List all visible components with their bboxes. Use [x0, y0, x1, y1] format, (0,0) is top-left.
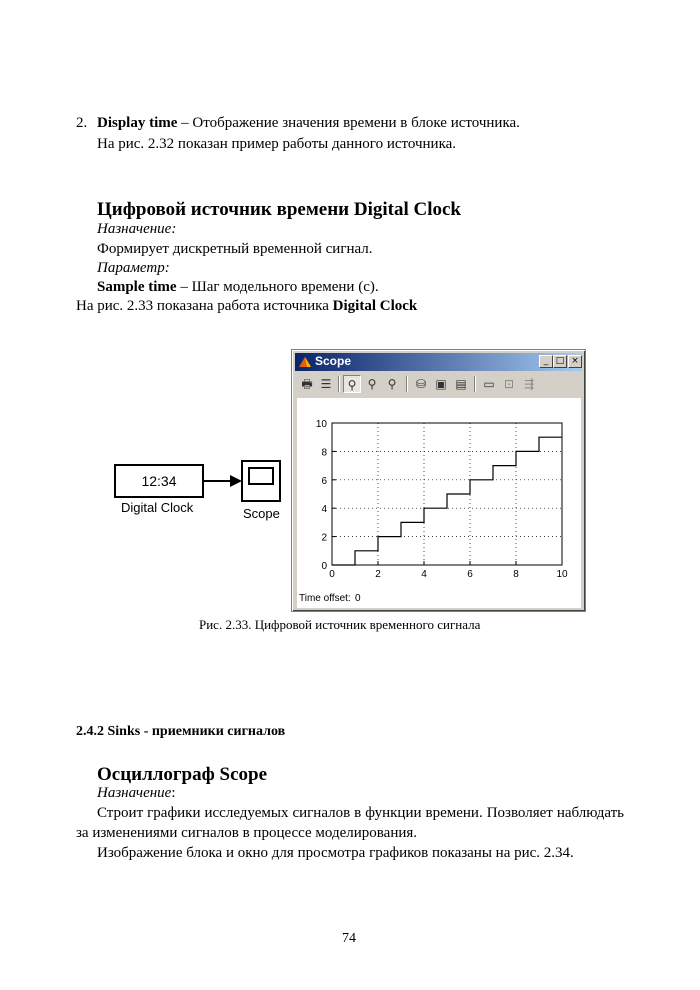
- restore-axes-icon[interactable]: ▤: [455, 377, 467, 391]
- scope-chart: [297, 398, 581, 608]
- y-tick-label: 6: [321, 475, 327, 487]
- dash: –: [177, 115, 193, 131]
- term-display-time: Display time: [97, 115, 178, 131]
- list-item-display-time: [76, 113, 520, 133]
- scope-plot-area: [297, 398, 581, 608]
- figure-reference: [76, 296, 417, 316]
- digital-clock-block: [114, 464, 204, 498]
- y-tick-label: 2: [321, 532, 327, 544]
- scope-label: Scope: [243, 506, 280, 521]
- signal-selection-icon[interactable]: ⇶: [523, 377, 535, 391]
- scope-screen-icon: [248, 467, 274, 485]
- signal-arrow: [204, 472, 244, 490]
- time-offset-label: Time offset:: [299, 593, 351, 604]
- x-tick-label: 0: [329, 569, 335, 580]
- purpose-label: Назначение:: [97, 221, 177, 237]
- print-icon[interactable]: 🖶: [301, 377, 313, 391]
- x-tick-label: 8: [513, 569, 519, 580]
- x-tick-label: 2: [375, 569, 381, 580]
- y-tick-label: 10: [315, 419, 327, 430]
- window-title: Scope: [315, 354, 352, 368]
- lock-axes-icon[interactable]: ⊡: [503, 377, 515, 391]
- y-tick-label: 8: [321, 447, 327, 459]
- scope-block: [241, 460, 281, 502]
- parameters-icon[interactable]: ☰: [320, 377, 332, 391]
- close-button[interactable]: ×: [568, 355, 582, 368]
- scope-purpose-line: [97, 783, 176, 803]
- zoom-icon[interactable]: ⚲: [343, 375, 361, 393]
- floating-scope-icon[interactable]: ▭: [483, 377, 495, 391]
- parameter-label: Параметр:: [97, 260, 170, 276]
- purpose-text: Формирует дискретный временной сигнал.: [97, 241, 373, 257]
- time-offset-value: 0: [355, 593, 361, 604]
- term-description: Отображение значения времени в блоке источника.: [192, 115, 520, 131]
- minimize-button[interactable]: _: [539, 355, 553, 368]
- parameter-line: [97, 277, 379, 297]
- scope-window: [291, 349, 586, 612]
- item-line2: На рис. 2.32 показан пример работы данного источника.: [97, 136, 457, 152]
- page-number: 74: [342, 931, 356, 946]
- matlab-icon: [298, 355, 312, 369]
- scope-purpose-label: Назначение: [97, 785, 172, 801]
- zoom-y-icon[interactable]: ⚲: [387, 377, 397, 391]
- scope-figure-reference: Изображение блока и окно для просмотра графиков показаны на рис. 2.34.: [97, 845, 574, 861]
- section-heading-scope: Осциллограф Scope: [97, 764, 268, 785]
- parameter-name: Sample time: [97, 279, 177, 295]
- x-tick-label: 6: [467, 569, 473, 580]
- subsection-heading-sinks: 2.4.2 Sinks - приемники сигналов: [76, 724, 286, 739]
- zoom-x-icon[interactable]: ⚲: [367, 377, 377, 391]
- y-tick-label: 4: [321, 504, 327, 516]
- y-tick-label: 0: [321, 561, 327, 572]
- toolbar-separator: [474, 376, 476, 392]
- series-line: [332, 437, 562, 565]
- toolbar-separator: [406, 376, 408, 392]
- section-heading-digital-clock: Цифровой источник времени Digital Clock: [97, 199, 461, 220]
- x-tick-label: 4: [421, 569, 427, 580]
- digital-clock-label: Digital Clock: [121, 500, 194, 515]
- scope-titlebar[interactable]: [295, 353, 582, 371]
- list-number: 2.: [76, 115, 88, 131]
- clock-display: 12:34: [141, 473, 177, 489]
- x-tick-label: 10: [556, 569, 568, 580]
- scope-description: Строит графики исследуемых сигналов в функции времени. Позволяет наблюдать за изменениями сигналов в процессе моделирования.: [76, 805, 624, 841]
- autoscale-icon[interactable]: ⛁: [415, 377, 427, 391]
- save-axes-icon[interactable]: ▣: [435, 377, 447, 391]
- figure-reference-bold: Digital Clock: [332, 298, 418, 314]
- figure-reference-text: На рис. 2.33 показана работа источника: [76, 298, 333, 314]
- toolbar-separator: [338, 376, 340, 392]
- parameter-desc: – Шаг модельного времени (с).: [176, 279, 379, 295]
- purpose-colon: :: [171, 785, 176, 801]
- scope-toolbar: [296, 373, 582, 395]
- figure-caption: Рис. 2.33. Цифровой источник временного сигнала: [199, 617, 481, 632]
- maximize-button[interactable]: □: [553, 355, 567, 368]
